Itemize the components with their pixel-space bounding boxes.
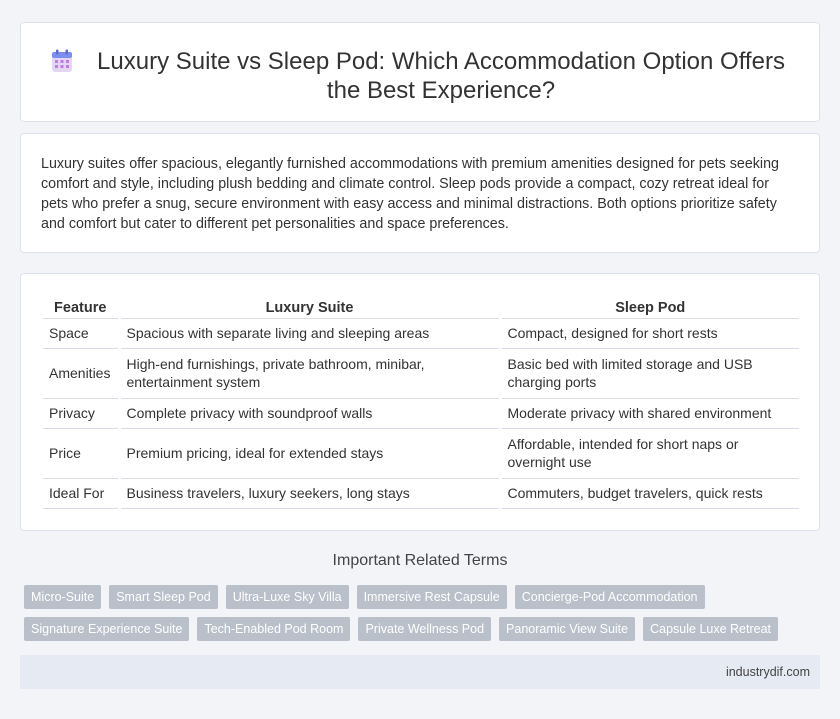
related-term-tag[interactable]: Ultra-Luxe Sky Villa	[226, 585, 349, 609]
table-header-row	[43, 298, 799, 318]
related-term-tag[interactable]: Micro-Suite	[24, 585, 101, 609]
related-term-tag[interactable]: Immersive Rest Capsule	[357, 585, 507, 609]
title-card	[20, 22, 820, 122]
table-row	[43, 318, 799, 348]
table-row	[43, 428, 799, 478]
feature-cell: Price	[43, 428, 119, 478]
related-term-tag[interactable]: Smart Sleep Pod	[109, 585, 218, 609]
title-row	[21, 23, 819, 105]
luxury-suite-cell: Spacious with separate living and sleeping areas	[119, 318, 500, 348]
sleep-pod-cell: Commuters, budget travelers, quick rests	[500, 478, 799, 508]
related-terms-list	[24, 585, 804, 641]
intro-paragraph: Luxury suites offer spacious, elegantly furnished accommodations with premium amenities designed for pets seeking comfort and style, including plush bedding and climate control. Sleep pods provide a compact, cozy retreat ideal for pets who prefer a snug, secure environment with easy access and minimal distractions. Both options prioritize safety and comfort but cater to different pet personalities and space preferences.	[41, 156, 779, 232]
feature-cell: Space	[43, 318, 119, 348]
sleep-pod-cell: Moderate privacy with shared environment	[500, 398, 799, 428]
related-term-tag[interactable]: Panoramic View Suite	[499, 617, 635, 641]
header-feature: Feature	[43, 298, 119, 318]
related-terms-heading: Important Related Terms	[332, 552, 508, 569]
intro-card	[20, 133, 820, 253]
table-row	[43, 348, 799, 398]
sleep-pod-cell: Compact, designed for short rests	[500, 318, 799, 348]
related-term-tag[interactable]: Concierge-Pod Accommodation	[515, 585, 705, 609]
related-term-tag[interactable]: Private Wellness Pod	[358, 617, 491, 641]
table-row	[43, 398, 799, 428]
luxury-suite-cell: Premium pricing, ideal for extended stays	[119, 428, 500, 478]
related-term-tag[interactable]: Tech-Enabled Pod Room	[197, 617, 350, 641]
feature-cell: Privacy	[43, 398, 119, 428]
related-term-tag[interactable]: Capsule Luxe Retreat	[643, 617, 778, 641]
feature-cell: Amenities	[43, 348, 119, 398]
sleep-pod-cell: Affordable, intended for short naps or overnight use	[500, 428, 799, 478]
footer	[20, 655, 820, 689]
footer-site-link[interactable]: industrydif.com	[725, 665, 810, 679]
related-term-tag[interactable]: Signature Experience Suite	[24, 617, 189, 641]
table-row	[43, 478, 799, 508]
page-title: Luxury Suite vs Sleep Pod: Which Accommodation Option Offers the Best Experience?	[97, 48, 785, 104]
header-sleep-pod: Sleep Pod	[500, 298, 799, 318]
calendar-icon	[51, 49, 73, 73]
header-luxury-suite: Luxury Suite	[119, 298, 500, 318]
sleep-pod-cell: Basic bed with limited storage and USB charging ports	[500, 348, 799, 398]
comparison-card	[20, 273, 820, 531]
feature-cell: Ideal For	[43, 478, 119, 508]
luxury-suite-cell: High-end furnishings, private bathroom, minibar, entertainment system	[119, 348, 500, 398]
comparison-table	[43, 298, 799, 509]
luxury-suite-cell: Complete privacy with soundproof walls	[119, 398, 500, 428]
luxury-suite-cell: Business travelers, luxury seekers, long stays	[119, 478, 500, 508]
